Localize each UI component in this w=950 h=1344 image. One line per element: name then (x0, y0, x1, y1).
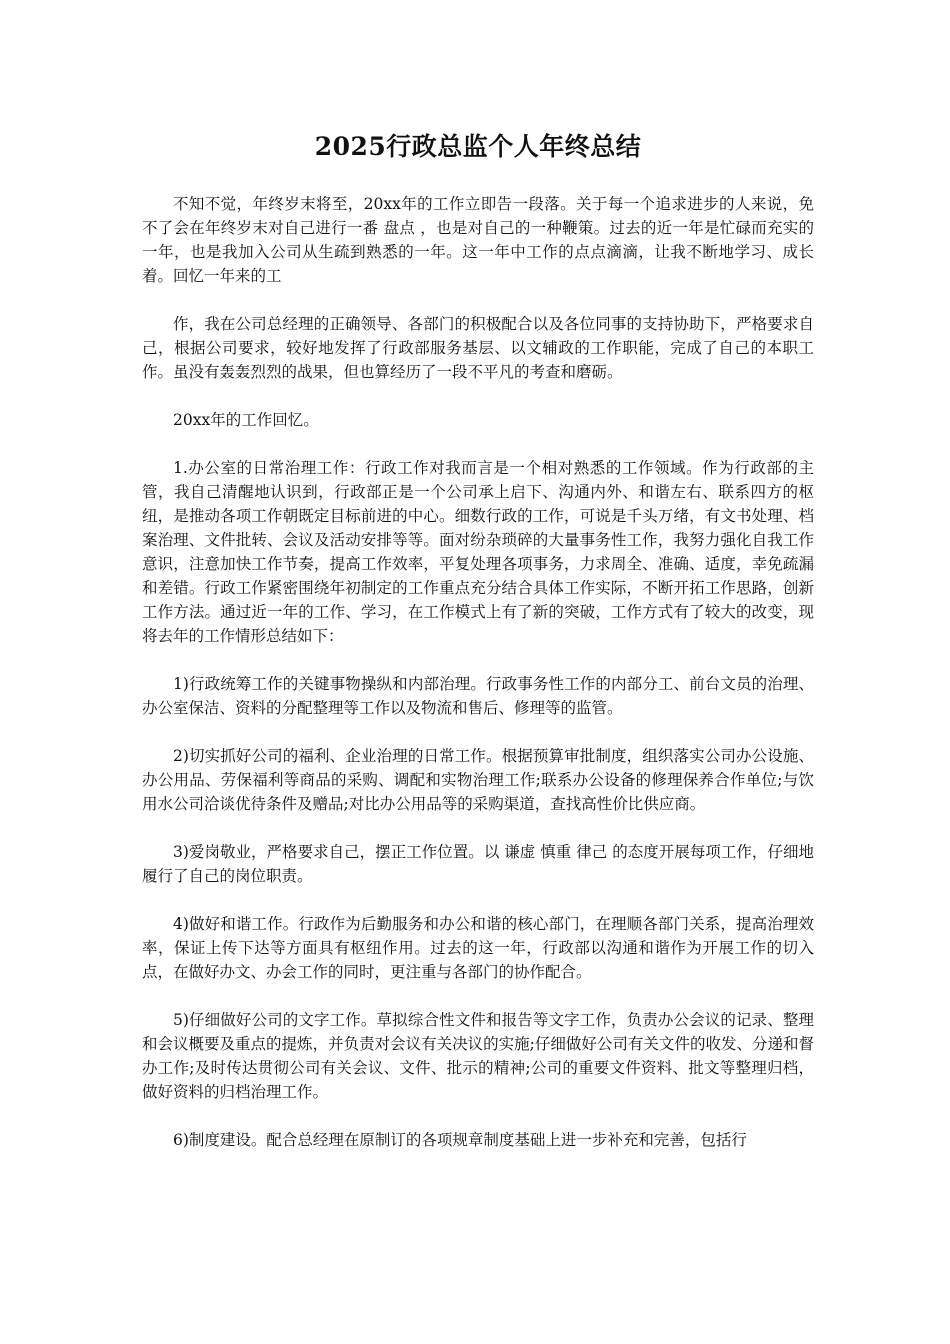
paragraph-item-1: 1)行政统筹工作的关键事物操纵和内部治理。行政事务性工作的内部分工、前台文员的治理、办公室保洁、资料的分配整理等工作以及物流和售后、修理等的监管。 (142, 675, 814, 717)
document-body (142, 128, 814, 1176)
paragraph-item-3: 3)爱岗敬业，严格要求自己，摆正工作位置。以 谦虚 慎重 律己 的态度开展每项工作，仔细地履行了自己的岗位职责。 (142, 843, 814, 885)
paragraph-item-6: 6)制度建设。配合总经理在原制订的各项规章制度基础上进一步补充和完善，包括行 (173, 1131, 747, 1149)
paragraph-review-heading: 20xx年的工作回忆。 (173, 411, 319, 429)
paragraph-section-1: 1.办公室的日常治理工作：行政工作对我而言是一个相对熟悉的工作领域。作为行政部的主管，我自己清醒地认识到，行政部正是一个公司承上启下、沟通内外、和谐左右、联系四方的枢纽，是推动各项工作朝既定目标前进的中心。细数行政的工作，可说是千头万绪，有文书处理、档案治理、文件批转、会议及活动安排等等。面对纷杂琐碎的大量事务性工作，我努力强化自我工作意识，注意加快工作节奏，提高工作效率，平复处理各项事务，力求周全、准确、适度，幸免疏漏和差错。行政工作紧密围绕年初制定的工作重点充分结合具体工作实际，不断开拓工作思路，创新工作方法。通过近一年的工作、学习，在工作模式上有了新的突破，工作方式有了较大的改变，现将去年的工作情形总结如下： (142, 459, 814, 645)
paragraph-intro: 不知不觉，年终岁末将至，20xx年的工作立即告一段落。关于每一个追求进步的人来说，免不了会在年终岁末对自己进行一番 盘点 ，也是对自己的一种鞭策。过去的近一年是忙碌而充实的一年，也是我加入公司从生疏到熟悉的一年。这一年中工作的点点滴滴，让我不断地学习、成长着。回忆一年来的工 (142, 195, 814, 285)
document-title: 2025行政总监个人年终总结 (314, 132, 642, 161)
paragraph-intro-continued: 作，我在公司总经理的正确领导、各部门的积极配合以及各位同事的支持协助下，严格要求自己，根据公司要求，较好地发挥了行政部服务基层、以文辅政的工作职能，完成了自己的本职工作。虽没有轰轰烈烈的战果，但也算经历了一段不平凡的考查和磨砺。 (142, 315, 814, 381)
paragraph-item-2: 2)切实抓好公司的福利、企业治理的日常工作。根据预算审批制度，组织落实公司办公设施、办公用品、劳保福利等商品的采购、调配和实物治理工作;联系办公设备的修理保养合作单位;与饮用水公司洽谈优待条件及赠品;对比办公用品等的采购渠道，查找高性价比供应商。 (142, 747, 814, 813)
paragraph-item-5: 5)仔细做好公司的文字工作。草拟综合性文件和报告等文字工作，负责办公会议的记录、整理和会议概要及重点的提炼，并负责对会议有关决议的实施;仔细做好公司有关文件的收发、分递和督办工作;及时传达贯彻公司有关会议、文件、批示的精神;公司的重要文件资料、批文等整理归档，做好资料的归档治理工作。 (142, 1011, 814, 1101)
paragraph-item-4: 4)做好和谐工作。行政作为后勤服务和办公和谐的核心部门，在理顺各部门关系，提高治理效率，保证上传下达等方面具有枢纽作用。过去的这一年，行政部以沟通和谐作为开展工作的切入点，在做好办文、办会工作的同时，更注重与各部门的协作配合。 (142, 915, 814, 981)
